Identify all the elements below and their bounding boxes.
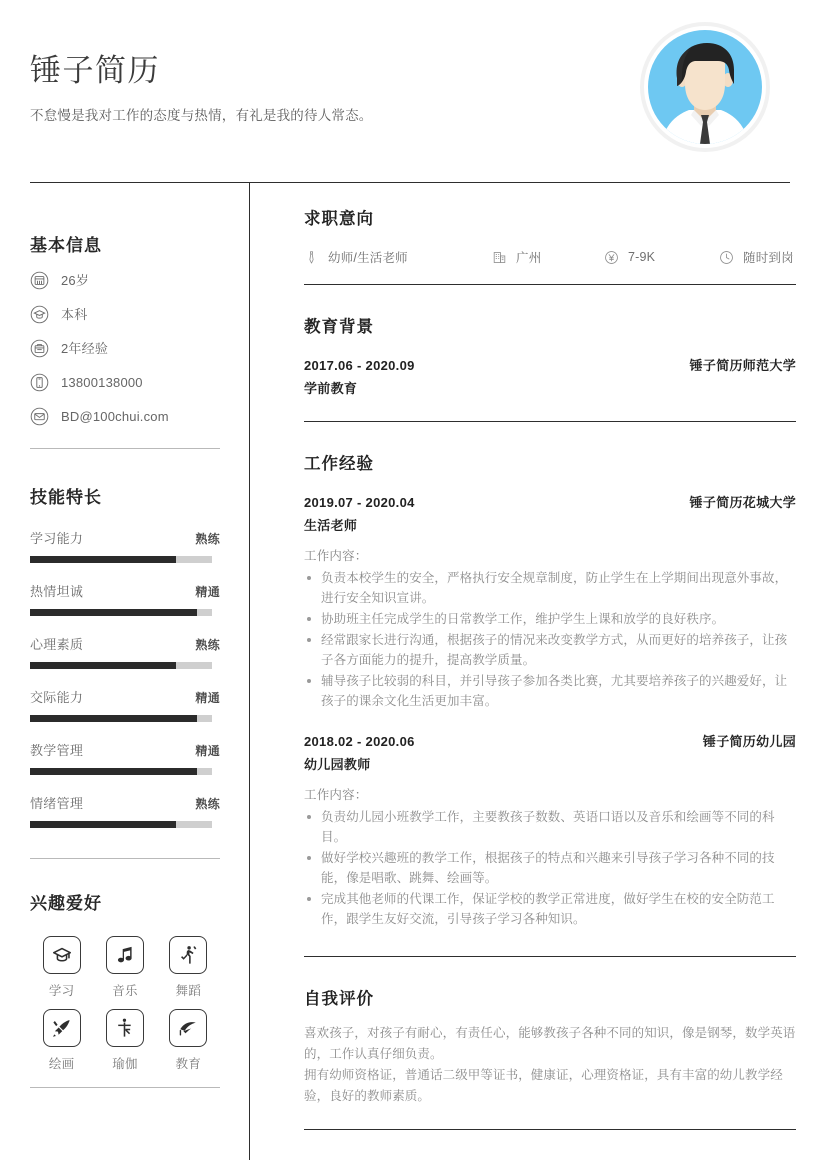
envelope-icon [30, 407, 49, 426]
basic-info-title: 基本信息 [30, 236, 102, 255]
skill-progress-fill [30, 715, 197, 722]
skills-title: 技能特长 [30, 488, 102, 507]
skill-level: 熟练 [195, 797, 220, 811]
info-value-age: 26岁 [61, 273, 90, 288]
music-note-icon [106, 936, 144, 974]
intent-availability [719, 248, 794, 266]
self-evaluation-body [304, 1023, 796, 1107]
work-role: 生活老师 [304, 518, 358, 533]
skill-progress-fill [30, 556, 176, 563]
clock-icon [719, 250, 734, 265]
hobbies-title: 兴趣爱好 [30, 894, 102, 913]
main-content [304, 183, 796, 1130]
intent-salary [604, 250, 719, 265]
work-bullet: 做好学校兴趣班的教学工作，根据孩子的特点和兴趣来引导孩子学习各种不同的技能，像是唱歌、跳舞、绘画等。 [304, 848, 796, 888]
skill-level: 熟练 [195, 638, 220, 652]
yoga-pose-icon [106, 1009, 144, 1047]
hobby-item-music [93, 936, 156, 999]
skill-item [30, 793, 220, 828]
hobby-item-education [157, 1009, 220, 1072]
education-major: 学前教育 [304, 381, 358, 396]
intent-position [304, 248, 492, 266]
work-bullet: 完成其他老师的代课工作，保证学校的教学正常进度，做好学生在校的安全防范工作，跟学生友好交流，引导孩子学习各种知识。 [304, 889, 796, 929]
education-entry [304, 355, 796, 397]
work-bullet: 协助班主任完成学生的日常教学工作，维护学生上课和放学的良好秩序。 [304, 609, 796, 629]
hobby-item-dance [157, 936, 220, 999]
work-experience-section [304, 422, 796, 957]
briefcase-icon [30, 339, 49, 358]
skill-item [30, 740, 220, 775]
education-title: 教育背景 [304, 318, 374, 336]
skill-progress-track [30, 662, 212, 669]
work-bullet: 负责本校学生的安全，严格执行安全规章制度，防止学生在上学期间出现意外事故，进行安全知识宣讲。 [304, 568, 796, 608]
self-evaluation-paragraph: 喜欢孩子，对孩子有耐心，有责任心，能够教孩子各种不同的知识，像是钢琴，数学英语的，工作认真仔细负责。 [304, 1026, 796, 1061]
page-title: 锤子简历 [30, 53, 160, 88]
mobile-phone-icon [30, 373, 49, 392]
work-content-label: 工作内容： [304, 788, 368, 802]
yen-circle-icon [604, 250, 619, 265]
work-bullet: 负责幼儿园小班教学工作，主要教孩子数数、英语口语以及音乐和绘画等不同的科目。 [304, 807, 796, 847]
education-date: 2017.06 - 2020.09 [304, 358, 415, 373]
hobby-label: 音乐 [112, 984, 138, 998]
skill-item [30, 581, 220, 616]
work-bullet-list [304, 807, 796, 929]
avatar [644, 26, 766, 148]
self-evaluation-divider [304, 1129, 796, 1130]
hobby-label: 瑜伽 [112, 1057, 138, 1071]
skills-section [30, 449, 220, 859]
hobby-label: 绘画 [48, 1057, 75, 1071]
work-company: 锤子简历花城大学 [689, 495, 796, 510]
graduation-cap-icon [30, 305, 49, 324]
hobbies-section [30, 859, 220, 1088]
hobby-item-painting [30, 1009, 93, 1072]
header-text-block [30, 50, 590, 126]
graduation-cap-icon [43, 936, 81, 974]
skill-progress-fill [30, 662, 176, 669]
sidebar [30, 183, 220, 1088]
skill-name: 交际能力 [30, 690, 84, 705]
skill-progress-track [30, 556, 212, 563]
job-intention-row [304, 248, 796, 266]
skill-level: 精通 [195, 744, 220, 758]
hobby-item-study [30, 936, 93, 999]
work-experience-title: 工作经验 [304, 455, 374, 473]
education-school: 锤子简历师范大学 [689, 358, 796, 373]
info-value-phone: 13800138000 [61, 375, 143, 390]
skill-name: 教学管理 [30, 743, 84, 758]
skill-name: 学习能力 [30, 531, 84, 546]
work-content-label: 工作内容： [304, 549, 368, 563]
skill-progress-track [30, 768, 212, 775]
hobby-item-yoga [93, 1009, 156, 1072]
info-value-email: BD@100chui.com [61, 409, 169, 424]
intent-city [492, 248, 604, 266]
skill-progress-fill [30, 821, 176, 828]
column-divider [249, 183, 250, 1160]
info-value-experience: 2年经验 [61, 341, 109, 356]
skill-name: 热情坦诚 [30, 584, 84, 599]
hobbies-grid [30, 936, 220, 1072]
sidebar-divider-hobbies [30, 1087, 220, 1088]
intent-salary-text: 7-9K [628, 250, 656, 264]
skill-level: 精通 [195, 585, 220, 599]
job-intention-title: 求职意向 [304, 210, 374, 228]
skill-progress-fill [30, 609, 197, 616]
info-row-phone [30, 373, 220, 392]
header-tagline: 不怠慢是我对工作的态度与热情，有礼是我的待人常态。 [30, 108, 373, 123]
info-row-age [30, 271, 220, 290]
hobby-label: 舞蹈 [175, 984, 202, 998]
self-evaluation-paragraph: 拥有幼师资格证，普通话二级甲等证书，健康证，心理资格证，具有丰富的幼儿教学经验，良好的教师素质。 [304, 1068, 783, 1103]
self-evaluation-title: 自我评价 [304, 990, 374, 1008]
basic-info-section [30, 183, 220, 449]
info-value-degree: 本科 [61, 307, 88, 322]
skill-progress-track [30, 715, 212, 722]
work-bullet: 经常跟家长进行沟通，根据孩子的情况来改变教学方式，从而更好的培养孩子，让孩子各方面能力的提升，提高教学质量。 [304, 630, 796, 670]
skill-progress-track [30, 609, 212, 616]
hobby-label: 学习 [48, 984, 75, 998]
education-section [304, 285, 796, 422]
work-bullet-list [304, 568, 796, 711]
skill-item [30, 634, 220, 669]
intent-city-text: 广州 [516, 251, 542, 265]
skill-progress-track [30, 821, 212, 828]
intent-position-text: 幼师/生活老师 [328, 251, 408, 265]
necktie-icon [304, 250, 319, 265]
work-date: 2019.07 - 2020.04 [304, 495, 415, 510]
skill-level: 精通 [195, 691, 220, 705]
skill-name: 情绪管理 [30, 796, 84, 811]
education-cap-icon [169, 1009, 207, 1047]
building-icon [492, 250, 507, 265]
skill-progress-fill [30, 768, 197, 775]
paint-brush-icon [43, 1009, 81, 1047]
work-entry [304, 731, 796, 929]
info-row-experience [30, 339, 220, 358]
dancer-icon [169, 936, 207, 974]
skill-name: 心理素质 [30, 637, 84, 652]
info-row-degree [30, 305, 220, 324]
calendar-icon [30, 271, 49, 290]
job-intention-section [304, 183, 796, 285]
work-company: 锤子简历幼儿园 [702, 734, 796, 749]
skills-list [30, 528, 220, 828]
hobby-label: 教育 [175, 1057, 202, 1071]
info-row-email [30, 407, 220, 426]
self-evaluation-section [304, 957, 796, 1130]
intent-availability-text: 随时到岗 [743, 251, 794, 265]
skill-item [30, 528, 220, 563]
skill-item [30, 687, 220, 722]
male-avatar-illustration [644, 26, 766, 148]
work-date: 2018.02 - 2020.06 [304, 734, 415, 749]
work-role: 幼儿园教师 [304, 757, 371, 772]
work-entry [304, 492, 796, 711]
work-bullet: 辅导孩子比较弱的科目，并引导孩子参加各类比赛，尤其要培养孩子的兴趣爱好，让孩子的课余文化生活更加丰富。 [304, 671, 796, 711]
skill-level: 熟练 [195, 532, 220, 546]
resume-header [0, 0, 820, 182]
